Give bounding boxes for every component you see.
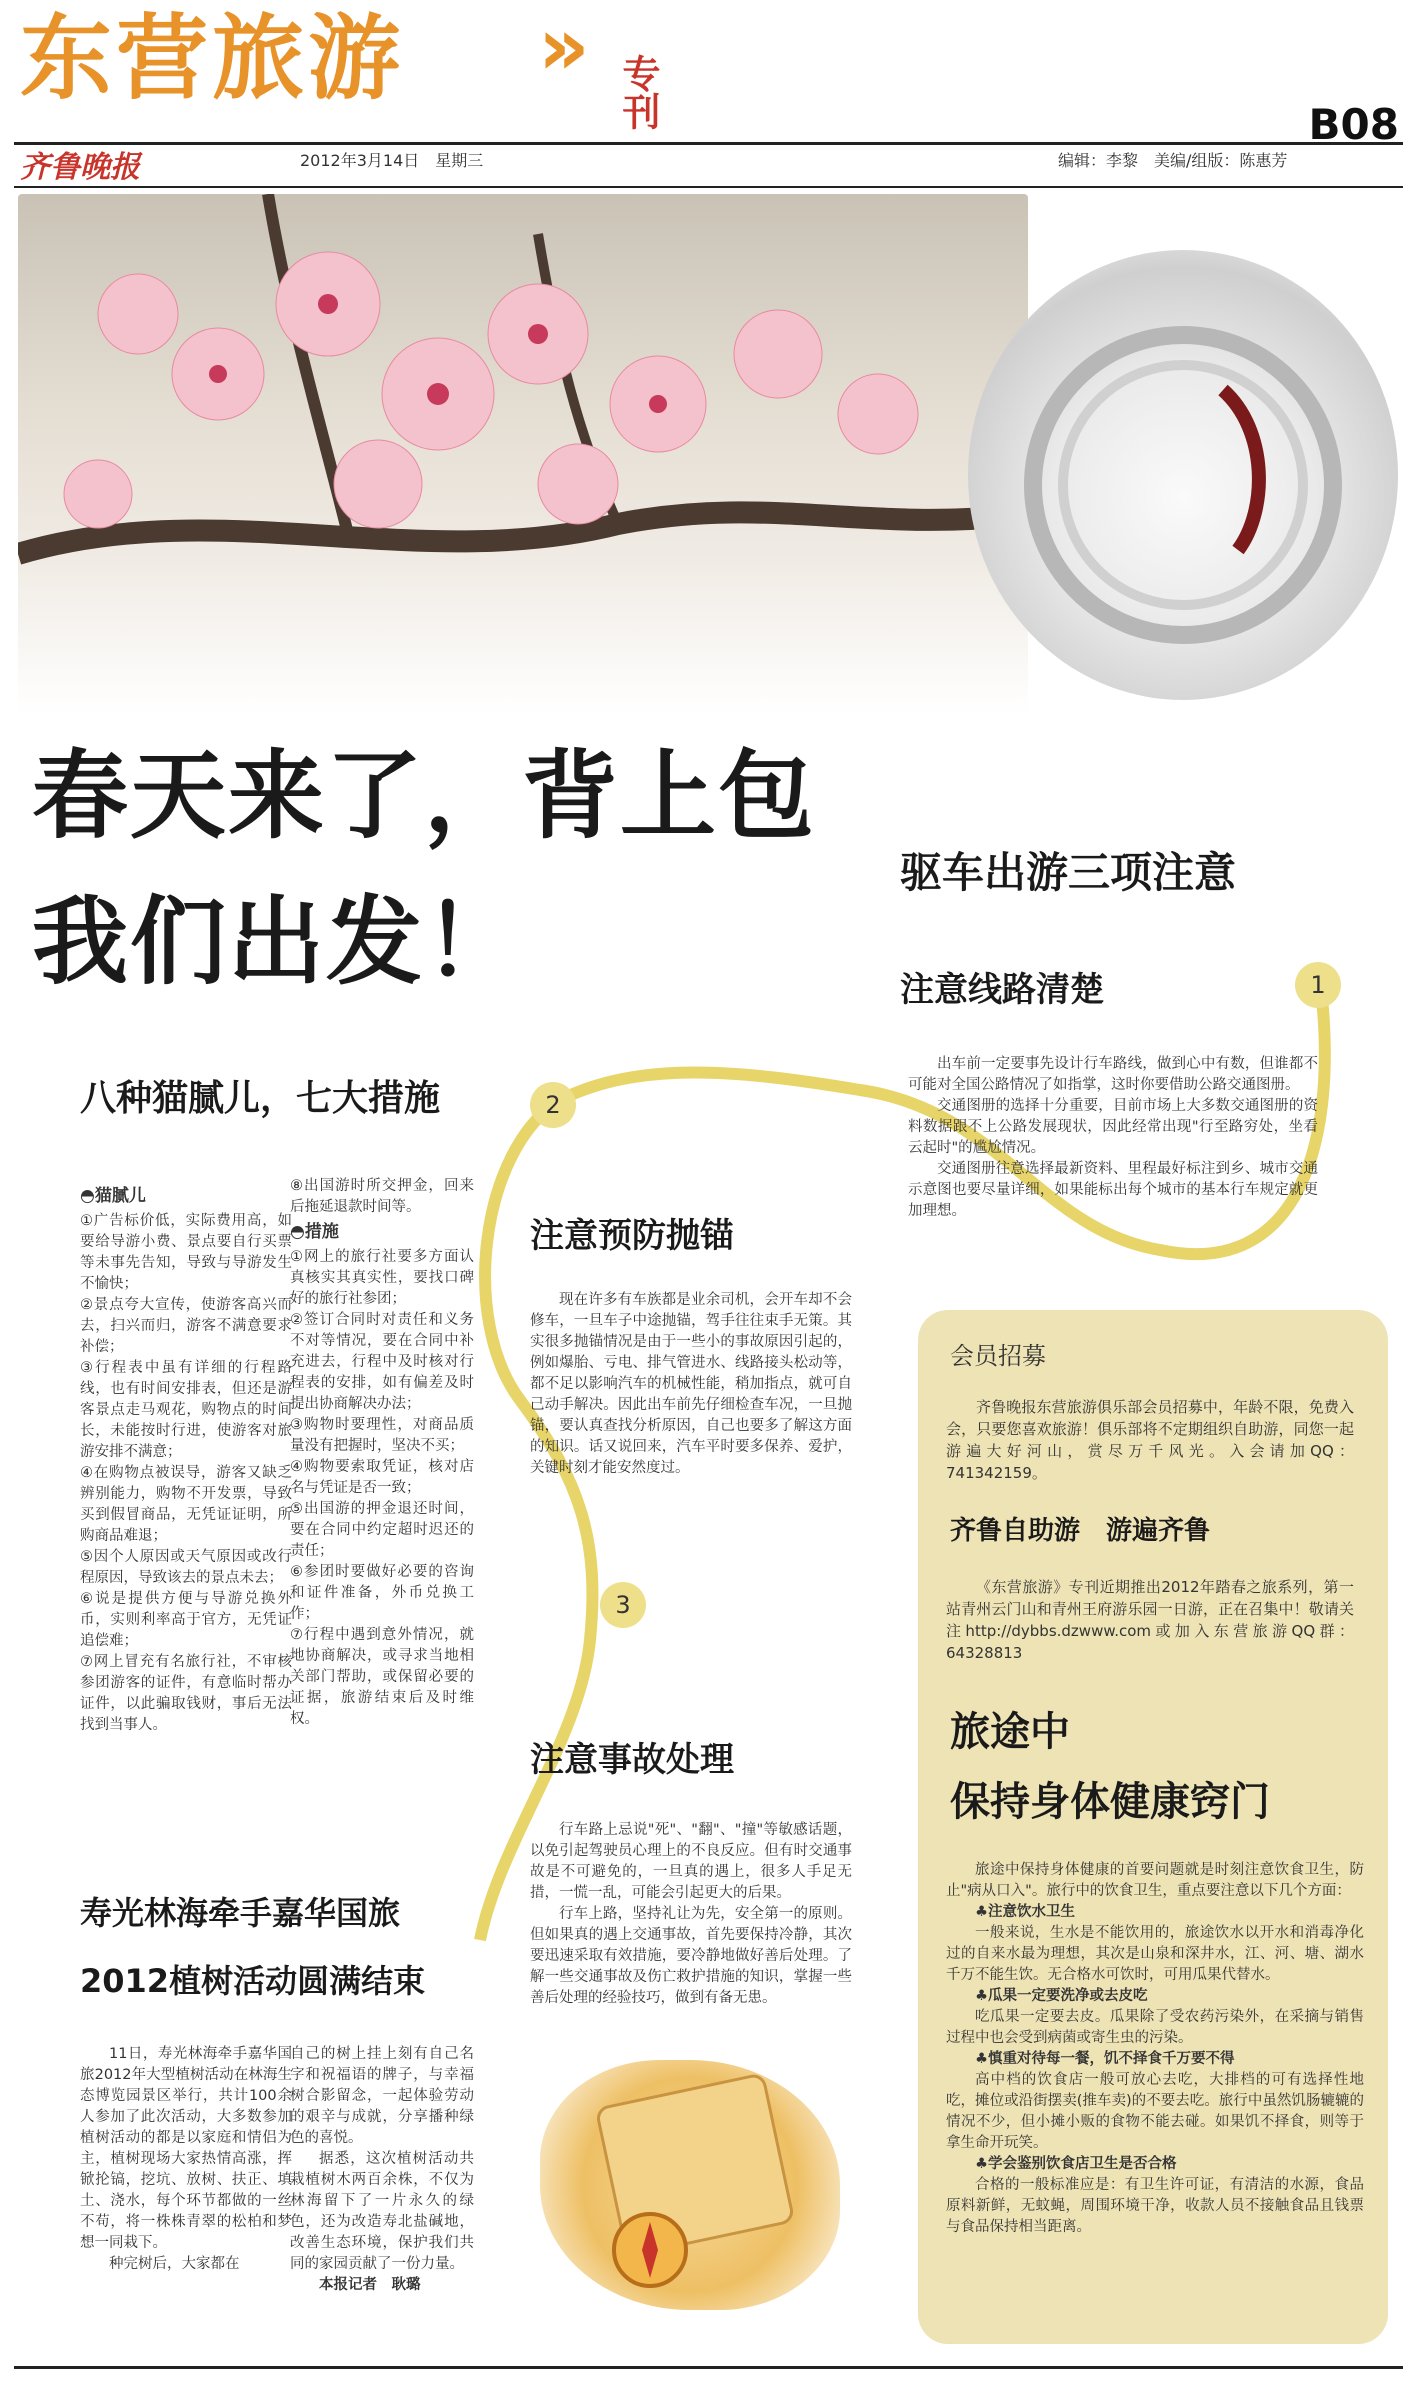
paragraph: ⑤出国游的押金退还时间，要在合同中约定超时迟还的责任； bbox=[290, 1501, 474, 1559]
paragraph: 高中档的饮食店一般可放心去吃，大排档的可有选择性地吃，摊位或沿街摆卖(推车卖)的不要去吃。旅行中虽然饥肠辘辘的情况不少，但小摊小贩的食物不能去碰。如果饥不择食，则等于拿生命开玩笑。 bbox=[946, 2072, 1364, 2151]
subheading: ◓措施 bbox=[290, 1222, 339, 1242]
tip-heading: ♣学会鉴别饮食店卫生是否合格 bbox=[975, 2156, 1177, 2172]
peach-blossom-photo bbox=[18, 194, 1028, 714]
paragraph: 齐鲁晚报东营旅游俱乐部会员招募中，年龄不限，免费入会，只要您喜欢旅游！俱乐部将不定期组织自助游，同您一起游遍大好河山，赏尽万千风光。入会请加QQ：741342159。 bbox=[946, 1398, 1354, 1482]
step-badge-3: 3 bbox=[600, 1582, 646, 1628]
paragraph: 种完树后，大家都在 bbox=[109, 2256, 240, 2272]
paragraph: 现在许多有车族都是业余司机，会开车却不会修车，一旦车子中途抛锚，驾手往往束手无策。其实很多抛锚情况是由于一些小的事故原因引起的，例如爆胎、亏电、排气管进水、线路接头松动等，都不足以影响汽车的机械性能，稍加指点，就可自己动手解决。因此出车前先仔细检查车况，一旦抛锚，要认真查找分析原因，自己也要多了解这方面的知识。话又说回来，汽车平时要多保养、爱护，关键时刻才能安然度过。 bbox=[530, 1292, 852, 1476]
paragraph: 《东营旅游》专刊近期推出2012年踏春之旅系列，第一站青州云门山和青州王府游乐园一日游，正在召集中！敬请关注http://dybbs.dzwww.com或加入东营旅游QQ群：64328813 bbox=[946, 1578, 1354, 1662]
subheading: ◓猫腻儿 bbox=[80, 1186, 146, 1206]
editors-credit: 编辑：李黎 美编/组版：陈惠芳 bbox=[1058, 151, 1288, 170]
header-rule bbox=[14, 142, 1403, 145]
paragraph: 行车上路，坚持礼让为先，安全第一的原则。但如果真的遇上交通事故，首先要保持冷静，其次要迅速采取有效措施，要冷静地做好善后处理。了解一些交通事故及伤亡救护措施的知识，掌握一些善后处理的经验技巧，做到有备无患。 bbox=[530, 1906, 852, 2006]
members-title: 会员招募 bbox=[950, 1342, 1046, 1370]
main-headline-line1: 春天来了，背上包 bbox=[32, 740, 816, 852]
main-headline-line2: 我们出发！ bbox=[32, 886, 522, 998]
special-issue-label: 专刊 bbox=[616, 54, 661, 130]
newspaper-logo: 齐鲁晚报 bbox=[20, 150, 140, 185]
paragraph: 11日，寿光林海牵手嘉华国旅2012年大型植树活动在林海生态博览园景区举行，共计100余人参加了此次活动，大多数参加植树活动的都是以家庭和情侣为主，植树现场大家热情高涨，挥锨抡镐，挖坑、放树、扶正、填土、浇水，每个环节都做的一丝不苟，将一株株青翠的松柏和梦想一同栽下。 bbox=[80, 2046, 292, 2251]
map-compass-illustration bbox=[540, 2060, 840, 2310]
section-route-body bbox=[908, 1054, 1318, 1222]
scam-article-title: 八种猫腻儿，七大措施 bbox=[80, 1078, 441, 1119]
paragraph: 旅途中保持身体健康的首要问题就是时刻注意饮食卫生，防止"病从口入"。旅行中的饮食卫生，重点要注意以下几个方面： bbox=[946, 1862, 1364, 1899]
paragraph: 出车前一定要事先设计行车路线，做到心中有数，但谁都不可能对全国公路情况了如指掌，这时你要借助公路交通图册。 bbox=[908, 1056, 1318, 1093]
paragraph: ③购物时要理性，对商品质量没有把握时，坚决不买； bbox=[290, 1417, 474, 1454]
header-rule-bottom bbox=[14, 186, 1403, 188]
paragraph: ②签订合同时对责任和义务不对等情况，要在合同中补充进去，行程中及时核对行程表的安排，如有偏差及时提出协商解决办法； bbox=[290, 1312, 474, 1412]
scam-column-1 bbox=[80, 1186, 292, 1736]
paragraph: 吃瓜果一定要去皮。瓜果除了受农药污染外，在采摘与销售过程中也会受到病菌或寄生虫的污染。 bbox=[946, 2009, 1364, 2046]
paragraph: ⑧出国游时所交押金，回来后拖延退款时间等。 bbox=[290, 1178, 474, 1215]
blossom-illustration bbox=[18, 194, 1028, 714]
tip-heading: ♣慎重对待每一餐，饥不择食千万要不得 bbox=[975, 2051, 1235, 2067]
health-body bbox=[946, 1860, 1364, 2238]
section-route-title: 注意线路清楚 bbox=[900, 970, 1104, 1010]
tree-column-2 bbox=[290, 2044, 474, 2296]
roller-coaster-photo bbox=[968, 250, 1398, 700]
paragraph: ⑤因个人原因或天气原因或改行程原因，导致该去的景点未去； bbox=[80, 1549, 292, 1586]
coaster-loop-illustration bbox=[968, 250, 1398, 700]
section-title: 东营旅游 bbox=[20, 5, 405, 112]
step-badge-2: 2 bbox=[530, 1082, 576, 1128]
section-accident-title: 注意事故处理 bbox=[530, 1740, 734, 1780]
footer-rule bbox=[14, 2366, 1403, 2369]
tree-column-1 bbox=[80, 2044, 292, 2275]
step-badge-1: 1 bbox=[1295, 962, 1341, 1008]
paragraph: ⑦网上冒充有名旅行社，不审核参团游客的证件，有意临时帮办证件，以此骗取钱财，事后无法找到当事人。 bbox=[80, 1654, 292, 1733]
tree-article-title-1: 寿光林海牵手嘉华国旅 bbox=[80, 1894, 401, 1932]
section-breakdown-body bbox=[530, 1290, 852, 1479]
health-title-1: 旅途中 bbox=[950, 1709, 1070, 1755]
paragraph: ①网上的旅行社要多方面认真核实其真实性，要找口碑好的旅行社参团； bbox=[290, 1249, 474, 1307]
paragraph: ①广告标价低，实际费用高，如要给导游小费、景点要自行买票等未事先告知，导致与导游发生不愉快； bbox=[80, 1213, 292, 1292]
section-accident-body bbox=[530, 1820, 852, 2009]
paragraph: 据悉，这次植树活动共栽植树木两百余株，不仅为林海留下了一片永久的绿色，还为改造寿北盐碱地，改善生态环境，保护我们共同的家园贡献了一份力量。 bbox=[290, 2151, 474, 2272]
scam-column-2 bbox=[290, 1176, 474, 1730]
paragraph: ②景点夸大宣传，使游客高兴而去，扫兴而归，游客不满意要求补偿； bbox=[80, 1297, 292, 1355]
paragraph: ③行程表中虽有详细的行程路线，也有时间安排表，但还是游客景点走马观花，购物点的时间长，未能按时行进，使游客对旅游安排不满意； bbox=[80, 1360, 292, 1460]
paragraph: 合格的一般标准应是：有卫生许可证，有清洁的水源，食品原料新鲜，无蚊蝇，周围环境干净，收款人员不接触食品且钱票与食品保持相当距离。 bbox=[946, 2177, 1364, 2235]
dateline: 2012年3月14日 星期三 bbox=[300, 151, 484, 170]
members-body bbox=[946, 1396, 1354, 1484]
tree-article-title-2: 2012植树活动圆满结束 bbox=[80, 1962, 426, 2000]
self-tour-body bbox=[946, 1576, 1354, 1664]
byline: 本报记者 耿璐 bbox=[319, 2277, 421, 2293]
paragraph: ⑥参团时要做好必要的咨询和证件准备，外币兑换工作； bbox=[290, 1564, 474, 1622]
section-breakdown-title: 注意预防抛锚 bbox=[530, 1216, 734, 1256]
paragraph: 行车路上忌说"死"、"翻"、"撞"等敏感话题，以免引起驾驶员心理上的不良反应。但有时交通事故是不可避免的，一旦真的遇上，很多人手足无措，一慌一乱，可能会引起更大的后果。 bbox=[530, 1822, 852, 1901]
paragraph: 自己的树上挂上刻有自己名字和祝福语的牌子，与幸福树合影留念，一起体验劳动的艰辛与成就，分享播种绿色的喜悦。 bbox=[290, 2046, 474, 2146]
paragraph: 交通图册往意选择最新资料、里程最好标注到乡、城市交通示意图也要尽量详细，如果能标出每个城市的基本行车规定就更加理想。 bbox=[908, 1161, 1318, 1219]
paragraph: ④购物要索取凭证，核对店名与凭证是否一致； bbox=[290, 1459, 474, 1496]
paragraph: ⑥说是提供方便与导游兑换外币，实则利率高于官方，无凭证追偿难； bbox=[80, 1591, 292, 1649]
tip-heading: ♣注意饮水卫生 bbox=[975, 1904, 1075, 1920]
self-tour-title: 齐鲁自助游 游遍齐鲁 bbox=[950, 1516, 1211, 1546]
paragraph: ④在购物点被误导，游客又缺乏辨别能力，购物不开发票，导致买到假冒商品，无凭证证明，所购商品难退； bbox=[80, 1465, 292, 1544]
page-number: B08 bbox=[1308, 100, 1399, 149]
paragraph: 一般来说，生水是不能饮用的，旅途饮水以开水和消毒净化过的自来水最为理想，其次是山泉和深井水，江、河、塘、湖水千万不能生饮。无合格水可饮时，可用瓜果代替水。 bbox=[946, 1925, 1364, 1983]
paragraph: ⑦行程中遇到意外情况，就地协商解决，或寻求当地相关部门帮助，或保留必要的证据，旅游结束后及时维权。 bbox=[290, 1627, 474, 1727]
compass-icon bbox=[540, 2060, 840, 2310]
tip-heading: ♣瓜果一定要洗净或去皮吃 bbox=[975, 1988, 1148, 2004]
drive-article-title: 驱车出游三项注意 bbox=[900, 848, 1237, 897]
chevron-icon: » bbox=[538, 0, 590, 93]
paragraph: 交通图册的选择十分重要，目前市场上大多数交通图册的资料数据跟不上公路发展现状，因此经常出现"行至路穷处，坐看云起时"的尴尬情况。 bbox=[908, 1098, 1318, 1156]
special-issue-stamp bbox=[608, 54, 668, 150]
health-title-2: 保持身体健康窍门 bbox=[950, 1779, 1270, 1825]
